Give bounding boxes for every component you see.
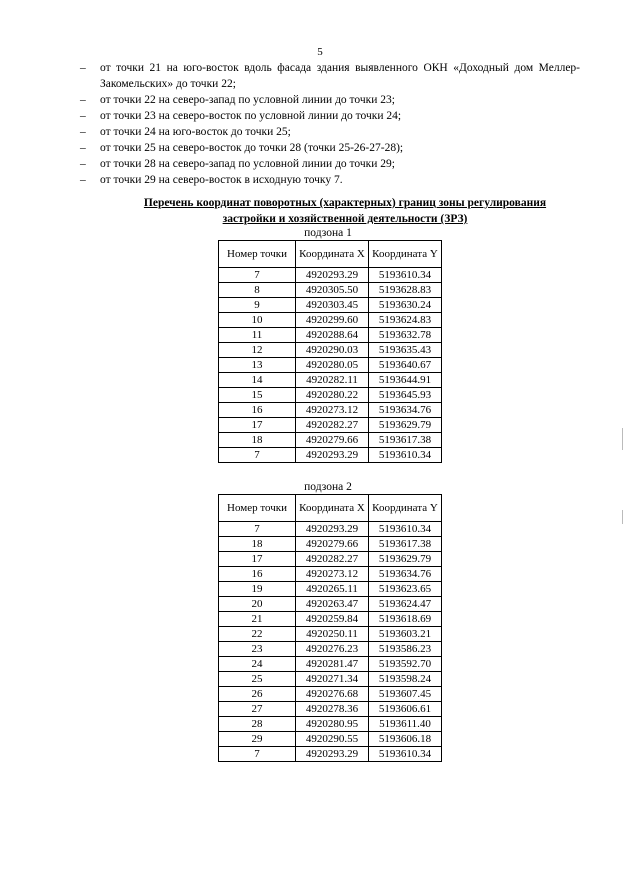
point-number-cell: 24: [219, 657, 296, 672]
subzone-1-title: подзона 1: [304, 227, 352, 239]
point-number-cell: 15: [219, 388, 296, 403]
coordinate-x-cell: 4920293.29: [296, 448, 369, 463]
point-number-cell: 7: [219, 268, 296, 283]
coordinate-y-cell: 5193611.40: [369, 717, 442, 732]
coordinate-y-cell: 5193617.38: [369, 537, 442, 552]
coordinate-x-cell: 4920273.12: [296, 567, 369, 582]
coordinate-y-cell: 5193629.79: [369, 552, 442, 567]
table-row: [219, 298, 442, 313]
coordinate-x-cell: 4920293.29: [296, 522, 369, 537]
coordinate-y-cell: 5193610.34: [369, 268, 442, 283]
coordinate-y-cell: 5193618.69: [369, 612, 442, 627]
table-row: [219, 687, 442, 702]
list-item-text: от точки 28 на северо-запад по условной линии до точки 29;: [100, 158, 395, 170]
coordinate-x-cell: 4920281.47: [296, 657, 369, 672]
coordinate-y-cell: 5193598.24: [369, 672, 442, 687]
dash-marker: –: [80, 174, 86, 186]
table-row: [219, 597, 442, 612]
list-item: [80, 60, 580, 92]
coordinate-y-cell: 5193634.76: [369, 567, 442, 582]
table-row: [219, 388, 442, 403]
list-item: [80, 92, 580, 108]
table-row: [219, 717, 442, 732]
list-item-text: от точки 23 на северо-восток по условной линии до точки 24;: [100, 110, 402, 122]
coordinate-x-cell: 4920278.36: [296, 702, 369, 717]
point-number-cell: 20: [219, 597, 296, 612]
point-number-cell: 8: [219, 283, 296, 298]
coordinate-y-cell: 5193629.79: [369, 418, 442, 433]
coordinate-y-cell: 5193640.67: [369, 358, 442, 373]
table-row: [219, 552, 442, 567]
coordinate-x-cell: 4920290.03: [296, 343, 369, 358]
dash-marker: –: [80, 142, 86, 154]
list-item: [80, 140, 580, 156]
point-number-cell: 19: [219, 582, 296, 597]
list-item-text: от точки 22 на северо-запад по условной линии до точки 23;: [100, 94, 395, 106]
point-number-cell: 17: [219, 552, 296, 567]
page-number: 5: [317, 46, 323, 58]
coordinate-x-cell: 4920280.05: [296, 358, 369, 373]
coordinate-y-cell: 5193586.23: [369, 642, 442, 657]
subzone-2-title: подзона 2: [304, 481, 352, 493]
list-item: [80, 124, 580, 140]
table-row: [219, 373, 442, 388]
point-number-cell: 21: [219, 612, 296, 627]
coordinate-y-cell: 5193624.47: [369, 597, 442, 612]
point-number-cell: 25: [219, 672, 296, 687]
subzone-1-table-body: [219, 268, 442, 463]
point-number-cell: 22: [219, 627, 296, 642]
coordinate-y-cell: 5193630.24: [369, 298, 442, 313]
coordinate-y-cell: 5193645.93: [369, 388, 442, 403]
route-description-list: [80, 60, 580, 188]
coordinate-x-cell: 4920299.60: [296, 313, 369, 328]
header-point-number: Номер точки: [219, 241, 296, 268]
coordinate-x-cell: 4920282.11: [296, 373, 369, 388]
point-number-cell: 7: [219, 522, 296, 537]
scan-artifact: [622, 510, 623, 524]
coordinate-y-cell: 5193628.83: [369, 283, 442, 298]
dash-marker: –: [80, 62, 86, 74]
point-number-cell: 11: [219, 328, 296, 343]
point-number-cell: 18: [219, 537, 296, 552]
scan-artifact: [622, 428, 623, 450]
table-row: [219, 268, 442, 283]
table-row: [219, 448, 442, 463]
point-number-cell: 7: [219, 448, 296, 463]
point-number-cell: 26: [219, 687, 296, 702]
table-row: [219, 313, 442, 328]
table-row: [219, 418, 442, 433]
coordinate-y-cell: 5193623.65: [369, 582, 442, 597]
coordinate-y-cell: 5193624.83: [369, 313, 442, 328]
table-header-row: [219, 495, 442, 522]
dash-marker: –: [80, 94, 86, 106]
header-coordinate-y: Координата Y: [369, 241, 442, 268]
coordinate-y-cell: 5193635.43: [369, 343, 442, 358]
coordinate-y-cell: 5193610.34: [369, 522, 442, 537]
point-number-cell: 16: [219, 403, 296, 418]
table-row: [219, 642, 442, 657]
point-number-cell: 10: [219, 313, 296, 328]
table-row: [219, 567, 442, 582]
table-row: [219, 522, 442, 537]
coordinate-x-cell: 4920273.12: [296, 403, 369, 418]
coordinate-y-cell: 5193610.34: [369, 747, 442, 762]
table-row: [219, 283, 442, 298]
point-number-cell: 28: [219, 717, 296, 732]
point-number-cell: 12: [219, 343, 296, 358]
coordinate-y-cell: 5193592.70: [369, 657, 442, 672]
coordinate-y-cell: 5193617.38: [369, 433, 442, 448]
header-point-number: Номер точки: [219, 495, 296, 522]
point-number-cell: 13: [219, 358, 296, 373]
table-row: [219, 403, 442, 418]
coordinate-x-cell: 4920282.27: [296, 552, 369, 567]
table-header-row: [219, 241, 442, 268]
coordinate-x-cell: 4920290.55: [296, 732, 369, 747]
coordinate-y-cell: 5193634.76: [369, 403, 442, 418]
point-number-cell: 27: [219, 702, 296, 717]
list-item: [80, 172, 580, 188]
section-heading: Перечень координат поворотных (характерных) границ зоны регулирования застройки и хозяйственной деятельности (ЗРЗ): [143, 197, 547, 225]
point-number-cell: 17: [219, 418, 296, 433]
list-item: [80, 108, 580, 124]
coordinate-x-cell: 4920263.47: [296, 597, 369, 612]
table-row: [219, 537, 442, 552]
subzone-2-table-body: [219, 522, 442, 762]
header-coordinate-y: Координата Y: [369, 495, 442, 522]
list-item-text: от точки 25 на северо-восток до точки 28 (точки 25-26-27-28);: [100, 142, 404, 154]
coordinate-x-cell: 4920280.22: [296, 388, 369, 403]
coordinate-x-cell: 4920282.27: [296, 418, 369, 433]
point-number-cell: 14: [219, 373, 296, 388]
coordinate-x-cell: 4920276.23: [296, 642, 369, 657]
coordinate-x-cell: 4920303.45: [296, 298, 369, 313]
table-row: [219, 343, 442, 358]
subzone-1-table: [218, 240, 442, 463]
dash-marker: –: [80, 158, 86, 170]
dash-marker: –: [80, 110, 86, 122]
header-coordinate-x: Координата X: [296, 495, 369, 522]
coordinate-x-cell: 4920250.11: [296, 627, 369, 642]
header-coordinate-x: Координата X: [296, 241, 369, 268]
dash-marker: –: [80, 126, 86, 138]
coordinate-x-cell: 4920271.34: [296, 672, 369, 687]
coordinate-x-cell: 4920259.84: [296, 612, 369, 627]
coordinate-y-cell: 5193603.21: [369, 627, 442, 642]
coordinate-x-cell: 4920293.29: [296, 268, 369, 283]
table-row: [219, 358, 442, 373]
table-row: [219, 657, 442, 672]
list-item-text: от точки 29 на северо-восток в исходную точку 7.: [100, 174, 343, 186]
table-row: [219, 747, 442, 762]
point-number-cell: 23: [219, 642, 296, 657]
point-number-cell: 16: [219, 567, 296, 582]
table-row: [219, 612, 442, 627]
coordinate-y-cell: 5193610.34: [369, 448, 442, 463]
point-number-cell: 9: [219, 298, 296, 313]
coordinate-x-cell: 4920265.11: [296, 582, 369, 597]
coordinate-x-cell: 4920279.66: [296, 433, 369, 448]
table-row: [219, 328, 442, 343]
list-item-text: от точки 24 на юго-восток до точки 25;: [100, 126, 291, 138]
table-row: [219, 702, 442, 717]
table-row: [219, 627, 442, 642]
coordinate-x-cell: 4920288.64: [296, 328, 369, 343]
coordinate-y-cell: 5193606.18: [369, 732, 442, 747]
coordinate-x-cell: 4920279.66: [296, 537, 369, 552]
point-number-cell: 29: [219, 732, 296, 747]
coordinate-x-cell: 4920276.68: [296, 687, 369, 702]
list-item-text: от точки 21 на юго-восток вдоль фасада здания выявленного ОКН «Доходный дом Меллер-Закомельских» до точки 22;: [100, 62, 580, 90]
table-row: [219, 433, 442, 448]
table-row: [219, 582, 442, 597]
coordinate-y-cell: 5193644.91: [369, 373, 442, 388]
coordinate-y-cell: 5193607.45: [369, 687, 442, 702]
table-row: [219, 672, 442, 687]
coordinate-y-cell: 5193606.61: [369, 702, 442, 717]
coordinate-x-cell: 4920293.29: [296, 747, 369, 762]
table-row: [219, 732, 442, 747]
coordinate-y-cell: 5193632.78: [369, 328, 442, 343]
point-number-cell: 18: [219, 433, 296, 448]
coordinate-x-cell: 4920305.50: [296, 283, 369, 298]
coordinate-x-cell: 4920280.95: [296, 717, 369, 732]
subzone-2-table: [218, 494, 442, 762]
list-item: [80, 156, 580, 172]
point-number-cell: 7: [219, 747, 296, 762]
